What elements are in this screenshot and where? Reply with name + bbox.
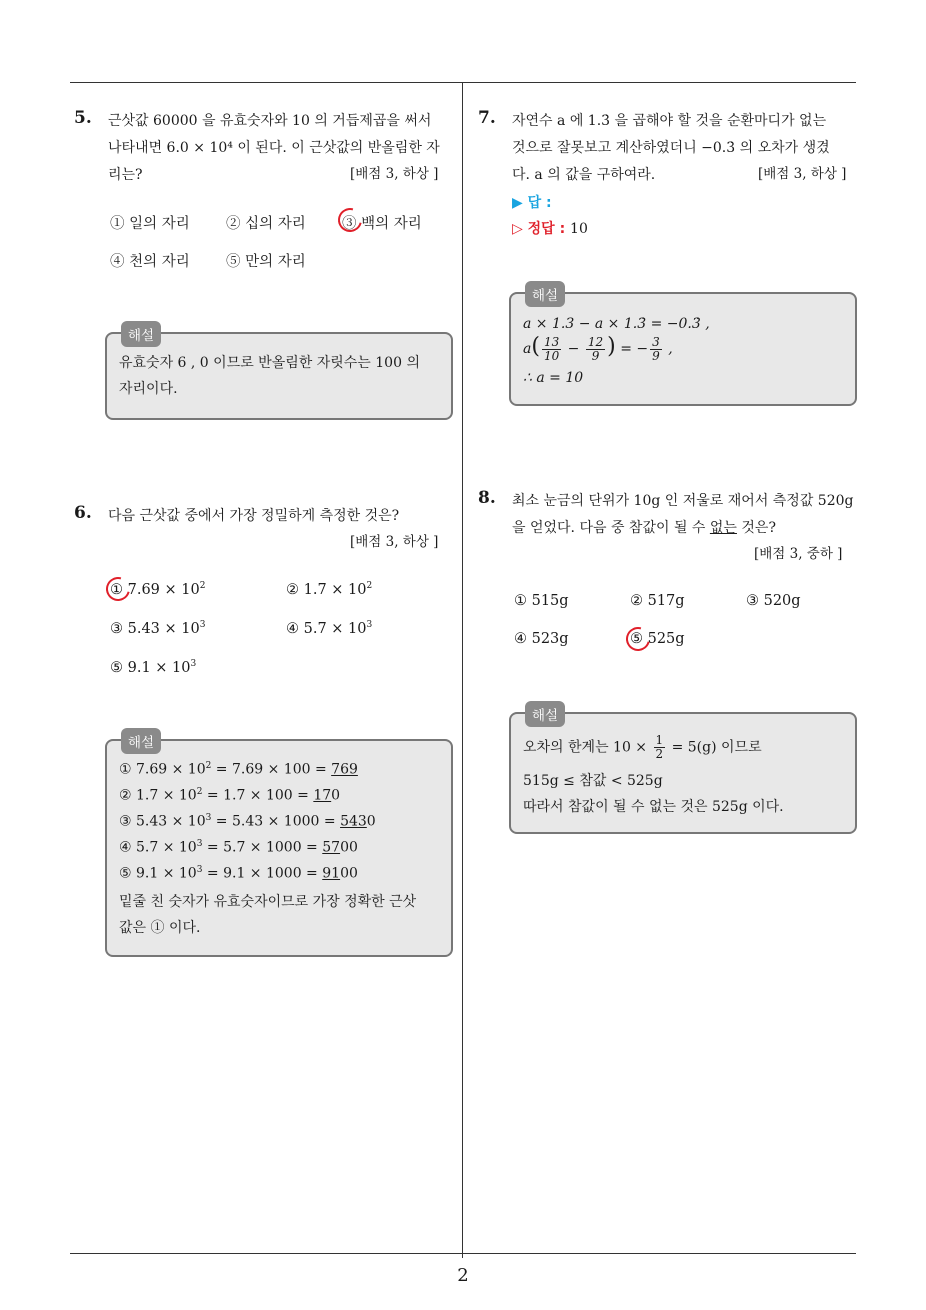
- explanation-box: 해설 a × 1.3 − a × 1.3̇ = −0.3̇ , a( $\frac{13}{10}$ − $\frac{12}{9}$ ) = − $\frac{3}{9}$ , ∴ a = 10: [509, 292, 857, 406]
- explain-line: ② $1.7 \times 10^2 = 1.7 \times 100 = 170$: [119, 787, 341, 804]
- choice-1[interactable]: ① $7.69 \times 10^2$: [110, 581, 206, 598]
- page-number: 2: [457, 1265, 469, 1286]
- explanation-box: 해설 ① $7.69 \times 10^2 = 7.69 \times 100 = 769$ ② $1.7 \times 10^2 = 1.7 \times 100 = 170$ ③ $5.43 \times 10^3 = 5.43 \times 1000 = 5430$ ④ $5.7 \times 10^3 = 5.7 \times 1000 = 5700$ ⑤ $9.1 \times 10^3 = 9.1 \times 1000 = 9100$ 밑줄 친 숫자가 유효숫자이므로 가장 정확한 근삿 값은 ① 이다.: [105, 739, 453, 957]
- explain-fraction-line: a( $\frac{13}{10}$ − $\frac{12}{9}$ ) = − $\frac{3}{9}$ ,: [523, 334, 673, 363]
- problem-text: 자연수 a 에 1.3̇ 을 곱해야 할 것을 순환마디가 없는 것으로 잘못보고 계산하였더니 −0.3̇ 의 오차가 생겼 다. a 의 값을 구하여라.: [512, 113, 830, 183]
- choice-4[interactable]: ④ 523g: [514, 631, 569, 647]
- problem-text: 근삿값 60000 을 유효숫자와 10 의 거듭제곱을 써서 나타내면 6.0 × 10⁴ 이 된다. 이 근삿값의 반올림한 자 리는?: [108, 113, 440, 183]
- problem-number: 7.: [478, 108, 496, 128]
- score-label: [배점 3, 하상 ]: [350, 166, 439, 182]
- choice-3[interactable]: ③ 520g: [746, 593, 801, 609]
- problem-text: 다음 근삿값 중에서 가장 정밀하게 측정한 것은?: [108, 508, 400, 524]
- choice-5[interactable]: ⑤ 525g: [630, 631, 685, 647]
- top-rule: [70, 82, 856, 83]
- problem-number: 8.: [478, 488, 496, 508]
- problem-7: [478, 108, 860, 408]
- explanation-box: 해설 유효숫자 6 , 0 이므로 반올림한 자릿수는 100 의 자리이다.: [105, 332, 453, 420]
- score-label: [배점 3, 하상 ]: [758, 166, 847, 182]
- score-label: [배점 3, 중하 ]: [754, 546, 843, 562]
- choice-3[interactable]: ③ 백의 자리: [342, 216, 422, 232]
- choice-2[interactable]: ② 517g: [630, 593, 685, 609]
- explain-line: 오차의 한계는 10 × $\frac{1}{2}$ = 5(g) 이므로: [523, 733, 762, 761]
- column-divider: [462, 82, 463, 1258]
- correct-answer-label: ▷ 정답 : 10: [512, 221, 588, 237]
- answer-label: ▶ 답 :: [512, 195, 552, 211]
- choice-3[interactable]: ③ $5.43 \times 10^3$: [110, 620, 206, 637]
- choice-5[interactable]: ⑤ 만의 자리: [226, 254, 306, 270]
- explanation-label: 해설: [525, 281, 565, 307]
- problem-text: 최소 눈금의 단위가 10g 인 저울로 재어서 측정값 520g 을 얻었다. 다음 중 참값이 될 수 없는 것은?: [512, 493, 854, 536]
- choice-4[interactable]: ④ 천의 자리: [110, 254, 190, 270]
- choice-2[interactable]: ② $1.7 \times 10^2$: [286, 581, 373, 598]
- answer-mark-icon: [622, 623, 655, 656]
- problem-5: [74, 108, 454, 428]
- problem-number: 6.: [74, 503, 92, 523]
- score-label: [배점 3, 하상 ]: [350, 534, 439, 550]
- choice-2[interactable]: ② 십의 자리: [226, 216, 306, 232]
- choice-1[interactable]: ① 일의 자리: [110, 216, 190, 232]
- explain-line: ③ $5.43 \times 10^3 = 5.43 \times 1000 = 5430$: [119, 813, 376, 830]
- problem-6: [74, 503, 454, 963]
- explanation-box: 해설 오차의 한계는 10 × $\frac{1}{2}$ = 5(g) 이므로 515g ≤ 참값 < 525g 따라서 참값이 될 수 없는 것은 525g 이다.: [509, 712, 857, 834]
- explain-line: ④ $5.7 \times 10^3 = 5.7 \times 1000 = 5700$: [119, 839, 358, 856]
- explain-line: ① $7.69 \times 10^2 = 7.69 \times 100 = 769$: [119, 761, 358, 778]
- explain-line: ⑤ $9.1 \times 10^3 = 9.1 \times 1000 = 9100$: [119, 865, 358, 882]
- explanation-label: 해설: [121, 321, 161, 347]
- choice-1[interactable]: ① 515g: [514, 593, 569, 609]
- problem-8: [478, 488, 860, 838]
- explanation-label: 해설: [525, 701, 565, 727]
- choice-4[interactable]: ④ $5.7 \times 10^3$: [286, 620, 373, 637]
- answer-mark-icon: [102, 573, 135, 606]
- bottom-rule: [70, 1253, 856, 1254]
- choice-5[interactable]: ⑤ $9.1 \times 10^3$: [110, 659, 197, 676]
- problem-number: 5.: [74, 108, 92, 128]
- explanation-label: 해설: [121, 728, 161, 754]
